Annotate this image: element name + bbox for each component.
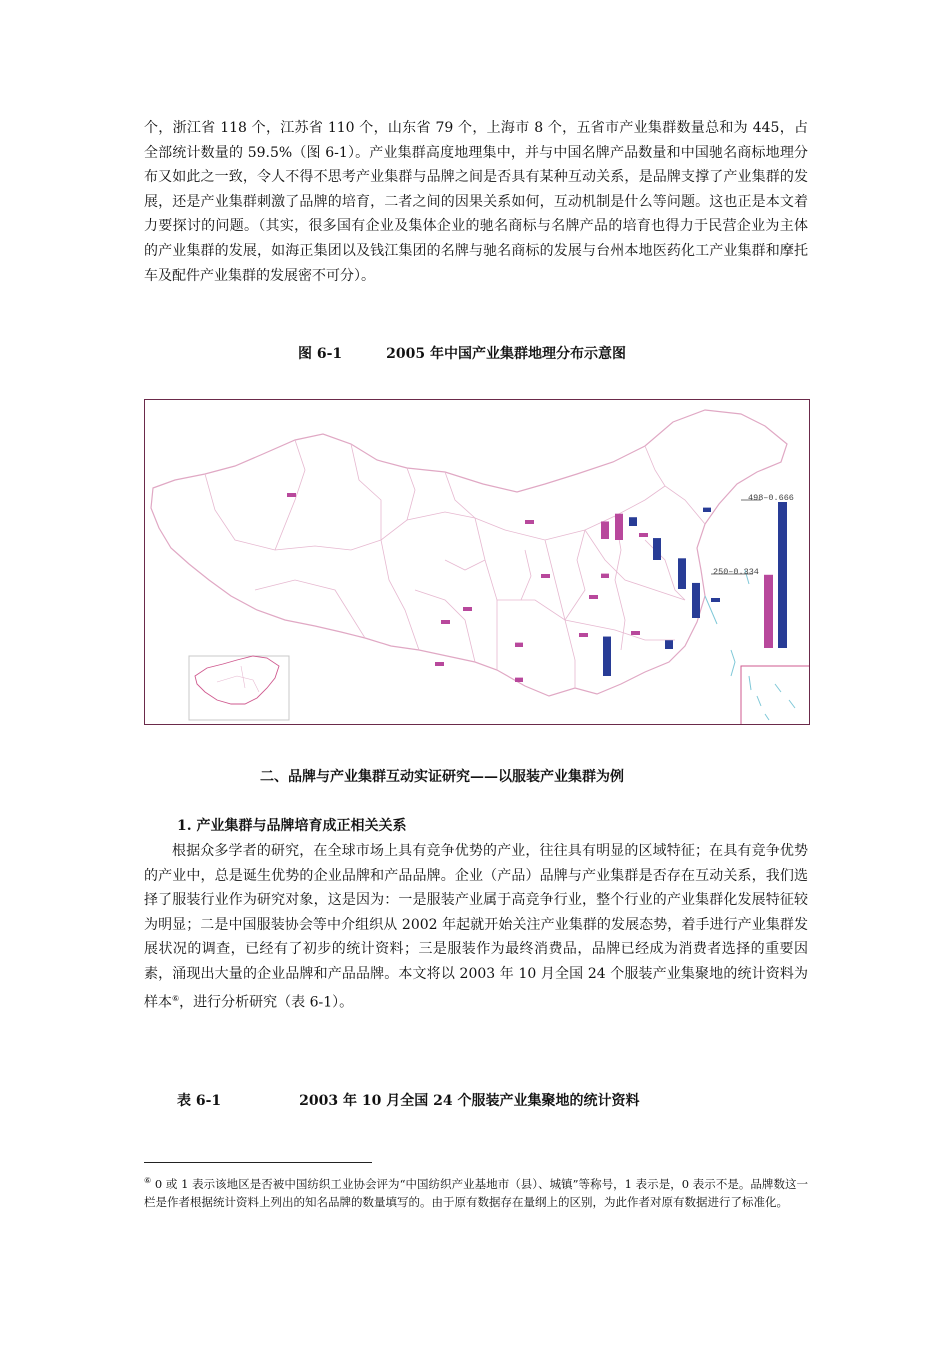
cluster-bar-21 xyxy=(435,662,444,666)
cluster-bar-7 xyxy=(601,521,609,539)
legend-bar-blue xyxy=(778,502,787,648)
cluster-bar-23 xyxy=(711,598,720,602)
cluster-bar-3 xyxy=(615,514,623,540)
cluster-bar-14 xyxy=(463,607,472,611)
cluster-bar-17 xyxy=(631,631,640,635)
cluster-bar-12 xyxy=(589,595,598,599)
table-title: 2003 年 10 月全国 24 个服装产业集聚地的统计资料 xyxy=(299,1093,640,1109)
cluster-bar-16 xyxy=(579,633,588,637)
intro-paragraph: 个，浙江省 118 个，江苏省 110 个，山东省 79 个，上海市 8 个，五省市产业集群数量总和为 445，占全部统计数量的 59.5%（图 6-1）。产业集群高度地理集中，并与中国名牌产品数量和中国驰名商标地理分布又如此之一致，令人不得不思考产业集群与品牌之间是否具有某种互动关系，是品牌支撑了产业集群的发展，还是产业集群刺激了品牌的培育，二者之间的因果关系如何，互动机制是什么等问题。这也正是本文着力要探讨的问题。（其实，很多国有企业及集体企业的驰名商标与名牌产品的培育也得力于民营企业为主体的产业集群的发展，如海正集团以及钱江集团的名牌与驰名商标的发展与台州本地医药化工产业集群和摩托车及配件产业集群的发展密不可分）。 xyxy=(144,120,808,284)
china-cluster-map xyxy=(144,399,810,725)
cluster-bar-6 xyxy=(653,538,661,560)
table-caption xyxy=(177,1090,639,1110)
figure-title: 2005 年中国产业集群地理分布示意图 xyxy=(386,346,627,362)
figure-caption xyxy=(298,343,626,363)
cluster-bar-1 xyxy=(287,493,296,497)
legend-high-label: 498–0.666 xyxy=(748,493,794,503)
inset-china-map xyxy=(189,656,289,720)
legend-mid-label: 250–0.334 xyxy=(713,567,759,577)
map-legend xyxy=(711,493,794,648)
cluster-bar-19 xyxy=(515,678,523,682)
footnote-text: 0 或 1 表示该地区是否被中国纺织工业协会评为“中国纺织产业基地市（县）、城镇”等称号，1 表示是，0 表示不是。品牌数这一栏是作者根据统计资料上列出的知名品牌的数量填写的。由于原有数据存在量纲上的区别，为此作者对原有数据进行了标准化。 xyxy=(144,1176,809,1209)
cluster-bar-20 xyxy=(665,640,673,649)
body-paragraph xyxy=(144,839,808,1015)
china-outline xyxy=(151,410,787,696)
footnote-ref: ⑥ xyxy=(172,993,180,1003)
cluster-bar-5 xyxy=(639,533,648,537)
figure-label: 图 6-1 xyxy=(298,346,343,362)
province-boundaries xyxy=(205,440,705,688)
section-heading: 二、品牌与产业集群互动实证研究——以服装产业集群为例 xyxy=(260,769,624,785)
table-label: 表 6-1 xyxy=(177,1093,222,1109)
south-china-sea-inset xyxy=(741,666,810,725)
cluster-bar-18 xyxy=(603,637,611,676)
footnote-divider xyxy=(144,1162,372,1163)
map-canvas xyxy=(145,400,810,725)
body-text-end: ，进行分析研究（表 6-1）。 xyxy=(179,994,354,1011)
cluster-bar-9 xyxy=(678,558,686,589)
coastline xyxy=(705,570,749,676)
cluster-bar-2 xyxy=(525,520,534,524)
footnote xyxy=(144,1172,808,1211)
cluster-bar-22 xyxy=(441,620,450,624)
footnote-mark: ⑥ xyxy=(144,1176,152,1185)
legend-bar-magenta xyxy=(764,575,773,648)
body-text: 根据众多学者的研究，在全球市场上具有竞争优势的产业，往往具有明显的区域特征；在具有竞争优势的产业中，总是诞生优势的企业品牌和产品品牌。企业（产品）品牌与产业集群是否存在互动关系，我们选择了服装行业作为研究对象，这是因为：一是服装产业属于高竞争行业，整个行业的产业集群化发展特征较为明显；二是中国服装协会等中介组织从 2002 年起就开始关注产业集群的发展态势，着手进行产业集群发展状况的调查，已经有了初步的统计资料；三是服装作为最终消费品，品牌已经成为消费者选择的重要因素，涌现出大量的企业品牌和产品品牌。本文将以 2003 年 10 月全国 24 个服装产业集聚地的统计资料为样本 xyxy=(144,843,808,1011)
subsection-heading: 1. 产业集群与品牌培育成正相关关系 xyxy=(177,818,407,834)
cluster-bar-13 xyxy=(692,583,700,618)
cluster-bar-10 xyxy=(703,508,711,512)
cluster-bar-8 xyxy=(541,574,550,578)
cluster-bar-11 xyxy=(601,574,609,578)
cluster-bar-15 xyxy=(515,643,523,647)
cluster-markers xyxy=(287,493,720,682)
cluster-bar-4 xyxy=(629,517,637,526)
